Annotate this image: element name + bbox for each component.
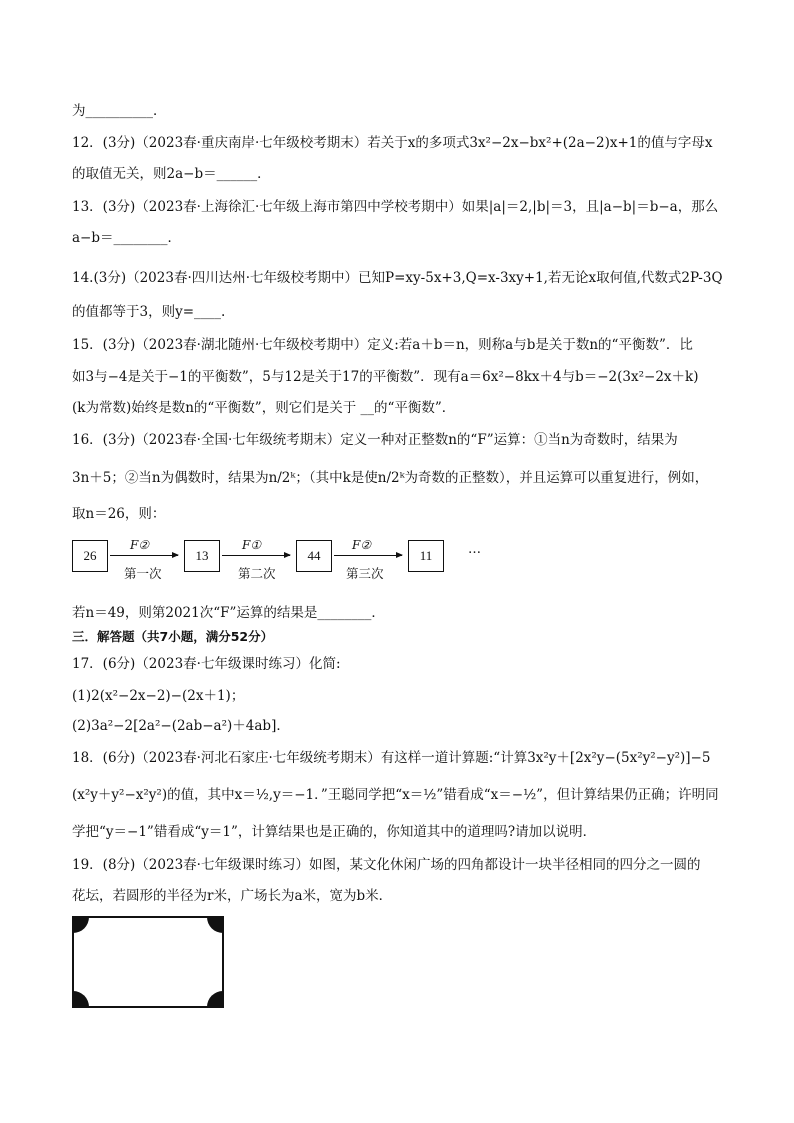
flow-box-4: 11 <box>408 540 444 572</box>
q15-line2: 如3与−4是关于−1的平衡数”，5与12是关于17的平衡数”．现有a＝6x²−8kx＋4与b＝−2(3x²−2x＋k) <box>72 369 699 385</box>
flow-arrow-3 <box>334 555 402 556</box>
section-heading: 三．解答题（共7小题，满分52分） <box>72 629 274 644</box>
q14-line2: 的值都等于3，则y=____. <box>72 304 226 320</box>
plaza-rectangle <box>73 917 223 1007</box>
flow-arrow-1 <box>110 555 178 556</box>
q13-line1: 13．(3分)（2023春·上海徐汇·七年级上海市第四中学校考期中）如果|a|＝2,|b|＝3，且|a−b|＝b−a，那么 <box>72 199 719 215</box>
flow-op-1: F② <box>130 538 150 552</box>
q19-line2: 花坛，若圆形的半径为r米，广场长为a米，宽为b米． <box>72 888 393 904</box>
q19-line1: 19．(8分)（2023春·七年级课时练习）如图，某文化休闲广场的四角都设计一块半径相同的四分之一圆的 <box>72 857 701 873</box>
q15-line1: 15．(3分)（2023春·湖北随州·七年级校考期中）定义:若a＋b＝n，则称a与b是关于数n的“平衡数”．比 <box>72 337 693 353</box>
q17-part1: (1)2(x²−2x−2)−(2x＋1)； <box>72 688 245 704</box>
flow-box-1: 26 <box>72 540 108 572</box>
q17-part2: (2)3a²−2[2a²−(2ab−a²)＋4ab]． <box>72 718 290 734</box>
q16-line1: 16．(3分)（2023春·全国·七年级统考期末）定义一种对正整数n的“F”运算：①当n为奇数时，结果为 <box>72 432 678 448</box>
flow-step-2: 第二次 <box>238 566 276 581</box>
flow-step-3: 第三次 <box>346 566 384 581</box>
flow-op-2: F① <box>242 538 262 552</box>
square-plaza-figure <box>72 916 224 1008</box>
flow-op-3: F② <box>352 538 372 552</box>
q17-line1: 17．(6分)（2023春·七年级课时练习）化简: <box>72 656 341 672</box>
q16-line4: 若n＝49，则第2021次“F”运算的结果是________． <box>72 605 385 621</box>
q11-tail: 为__________． <box>72 103 167 119</box>
flow-step-1: 第一次 <box>124 566 162 581</box>
q16-line2: 3n＋5；②当n为偶数时，结果为n/2ᵏ；（其中k是使n/2ᵏ为奇数的正整数），并且运算可以重复进行，例如， <box>72 470 709 486</box>
flow-arrow-2 <box>222 555 290 556</box>
q18-line2: (x²y＋y²−x²y²)的值，其中x＝½,y＝−1．”王聪同学把“x＝½”错看成“x＝−½”，但计算结果仍正确；许明同 <box>72 787 719 803</box>
q14-line1: 14.(3分)（2023春·四川达州·七年级校考期中）已知P=xy-5x+3,Q=x-3xy+1,若无论x取何值,代数式2P-3Q <box>72 270 723 286</box>
q16-line3: 取n＝26，则： <box>72 506 166 522</box>
q12-line2: 的取值无关，则2a−b＝______． <box>72 166 271 182</box>
q18-line1: 18．(6分)（2023春·河北石家庄·七年级统考期末）有这样一道计算题:“计算3x²y＋[2x²y−(5x²y²−y²)]−5 <box>72 750 711 766</box>
q13-line2: a−b＝________． <box>72 230 182 246</box>
f-operation-flowchart <box>72 538 492 586</box>
q12-line1: 12．(3分)（2023春·重庆南岸·七年级校考期末）若关于x的多项式3x²−2x−bx²+(2a−2)x+1的值与字母x <box>72 135 713 151</box>
q15-line3: (k为常数)始终是数n的“平衡数”，则它们是关于 __的“平衡数”． <box>72 400 456 416</box>
q18-line3: 学把“y＝−1”错看成“y＝1”，计算结果也是正确的，你知道其中的道理吗?请加以说明． <box>72 824 597 840</box>
flow-box-2: 13 <box>184 540 220 572</box>
flow-box-3: 44 <box>296 540 332 572</box>
flow-ellipsis: … <box>468 542 481 557</box>
